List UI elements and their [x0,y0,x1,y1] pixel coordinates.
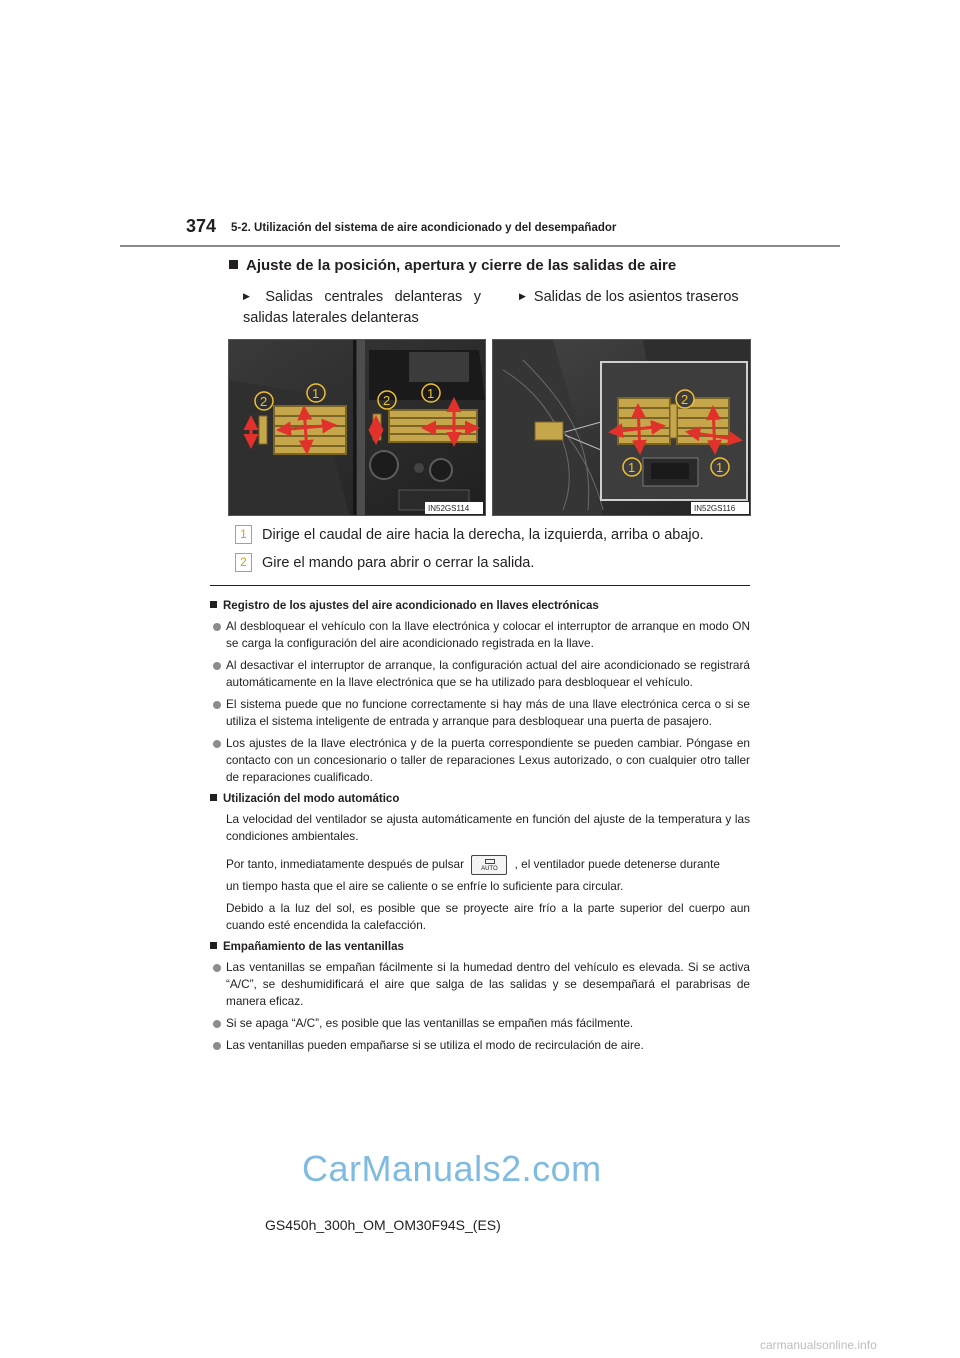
bullet-dot-icon [213,740,221,748]
paragraph: un tiempo hasta que el aire se caliente o se enfríe lo suficiente para circular. [226,879,624,893]
list-item: Al desactivar el interruptor de arranque, la configuración actual del aire acondicionado se registrará automáticamente en la llave electrónica que se ha utilizado para desbloquear el vehículo. [210,657,750,691]
list-item: Las ventanillas se empañan fácilmente si la humedad dentro del vehículo es elevada. Si se activa “A/C”, se deshumidificará el aire que salga de las salidas y se desempañará el parabrisas de manera eficaz. [210,959,750,1010]
section-divider [210,585,750,586]
list-item: Si se apaga “A/C”, es posible que las ventanillas se empañen más fácilmente. [210,1015,750,1032]
chapter-title: 5-2. Utilización del sistema de aire acondicionado y del desempañador [231,222,617,234]
right-column-heading: ▶ Salidas de los asientos traseros [519,289,739,305]
bullet-dot-icon [213,1020,221,1028]
list-item: Los ajustes de la llave electrónica y de la puerta correspondiente se pueden cambiar. Póngase en contacto con un concesionario o taller de reparaciones Lexus autorizado, o con cualquier otro taller de reparaciones cualificado. [210,735,750,786]
bullet-dot-icon [213,662,221,670]
document-id: GS450h_300h_OM_OM30F94S_(ES) [265,1217,501,1233]
bullet-dot-icon [213,964,221,972]
paragraph: La velocidad del ventilador se ajusta automáticamente en función del ajuste de la temperatura y las condiciones ambientales. [226,812,750,843]
callout-1-label: 1 [312,386,320,401]
paragraph: Por tanto, inmediatamente después de pulsar AUTO , el ventilador puede detenerse durante [210,850,750,878]
square-bullet-icon [229,260,238,269]
list-item: Las ventanillas pueden empañarse si se utiliza el modo de recirculación de aire. [210,1037,750,1054]
section-title: Ajuste de la posición, apertura y cierre de las salidas de aire [229,257,676,274]
callout-2-label: 2 [383,393,391,408]
list-item: Al desbloquear el vehículo con la llave electrónica y colocar el interruptor de arranque en modo ON se carga la configuración del aire acondicionado registrada en la llave. [210,618,750,652]
legend-item-1: 1 Dirige el caudal de aire hacia la derecha, la izquierda, arriba o abajo. [235,525,704,544]
notes-block [210,598,750,1059]
bullet-dot-icon [213,1042,221,1050]
page-number: 374 [186,216,217,236]
watermark: CarManuals2.com [302,1148,602,1189]
square-bullet-icon [210,942,217,949]
square-bullet-icon [210,794,217,801]
image-code-left: IN52GS114 [428,504,470,513]
triangle-bullet-icon: ▶ [243,291,258,301]
front-vents-illustration [228,339,486,516]
legend-number: 2 [235,553,252,572]
paragraph: Debido a la luz del sol, es posible que se proyecte aire frío a la parte superior del cuerpo aun cuando esté encendida la calefacción. [226,901,750,932]
front-vents-drawing [229,340,485,515]
note-heading-empanamiento: Empañamiento de las ventanillas [210,939,750,956]
bullet-dot-icon [213,623,221,631]
auto-button-icon: AUTO [471,855,507,875]
rear-vents-drawing [493,340,750,515]
rear-vents-illustration [492,339,751,516]
triangle-bullet-icon: ▶ [519,291,526,301]
callout-2-label: 2 [260,394,268,409]
callout-1-label: 1 [628,460,636,475]
note-heading-registro: Registro de los ajustes del aire acondicionado en llaves electrónicas [210,598,750,615]
legend-number: 1 [235,525,252,544]
callout-1-label: 1 [427,386,435,401]
square-bullet-icon [210,601,217,608]
callout-2-label: 2 [681,392,689,407]
bullet-dot-icon [213,701,221,709]
legend-item-2: 2 Gire el mando para abrir o cerrar la salida. [235,553,534,572]
image-code-right: IN52GS116 [694,504,736,513]
header-divider [120,245,840,247]
note-heading-auto: Utilización del modo automático [210,791,750,808]
left-column-heading: ▶ Salidas centrales delanteras y salidas laterales delanteras [243,289,481,326]
callout-1-label: 1 [716,460,724,475]
site-watermark: carmanualsonline.info [760,1338,877,1352]
list-item: El sistema puede que no funcione correctamente si hay más de una llave electrónica cerca o si se utiliza el sistema inteligente de entrada y arranque para desbloquear una puerta de pasajero. [210,696,750,730]
